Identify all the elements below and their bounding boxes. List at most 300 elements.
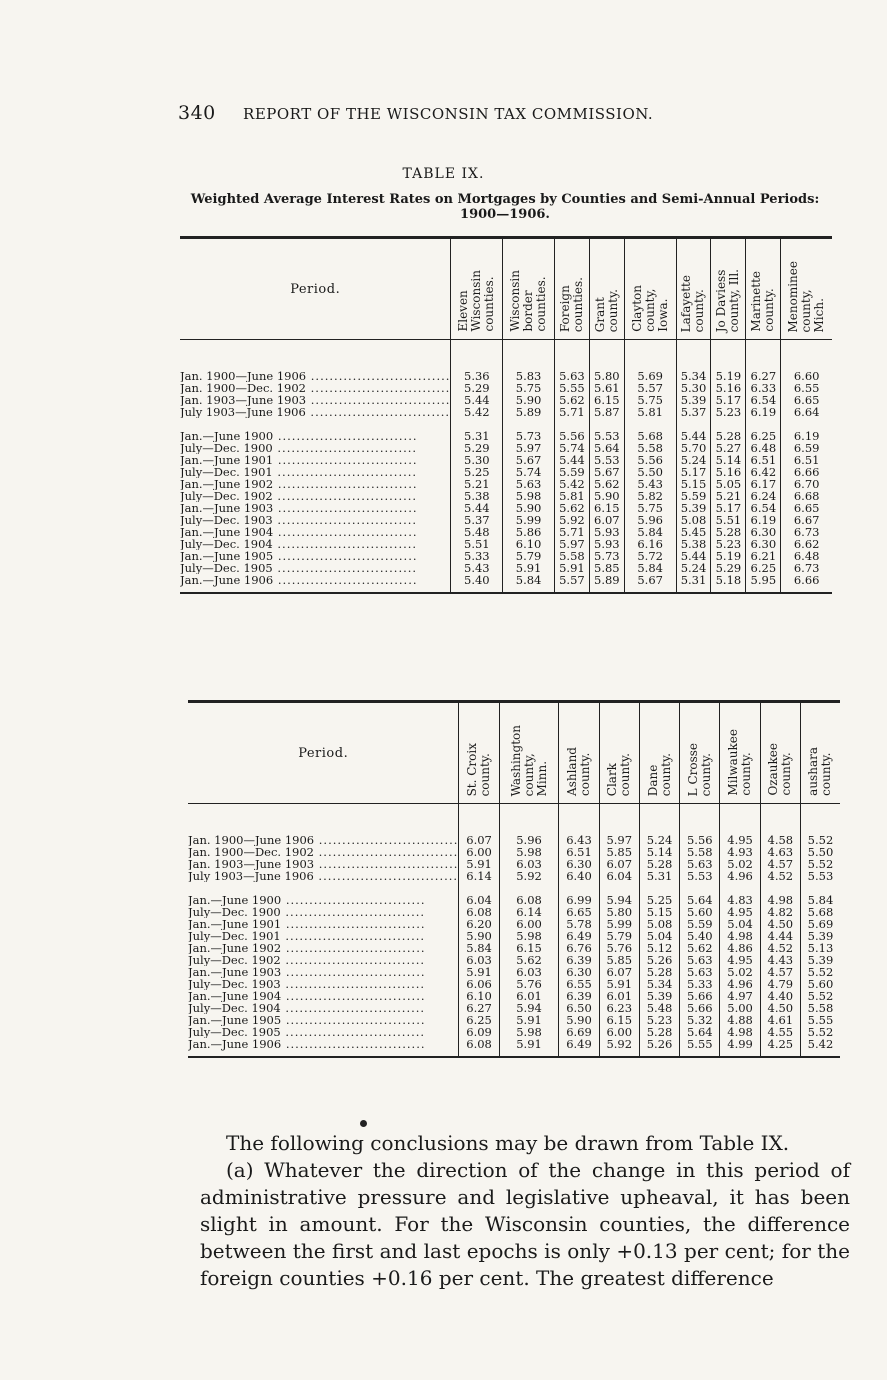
period-cell (180, 526, 451, 538)
rate-cell: 5.68 (624, 430, 676, 442)
rate-cell: 5.34 (676, 370, 711, 382)
rate-cell: 5.51 (711, 514, 746, 526)
rate-cell: 5.15 (676, 478, 711, 490)
rate-cell: 5.21 (451, 478, 503, 490)
leader-dots: .............................. (273, 430, 418, 442)
rate-cell: 5.28 (639, 858, 679, 870)
leader-dots: .............................. (273, 502, 418, 514)
period-label: July—Dec. 1902 (180, 490, 273, 502)
period-label: Jan. 1900—Dec. 1902 (188, 846, 314, 858)
rate-cell: 5.91 (503, 562, 555, 574)
rate-cell: 5.81 (554, 490, 589, 502)
rate-cell: 6.73 (781, 562, 832, 574)
rate-cell: 6.15 (499, 942, 559, 954)
leader-dots: .............................. (281, 942, 426, 954)
period-label: Jan.—June 1902 (188, 942, 282, 954)
rate-cell: 5.93 (589, 526, 624, 538)
rate-cell: 5.40 (451, 574, 503, 593)
rate-cell: 6.65 (781, 502, 832, 514)
table-row (188, 870, 840, 882)
rate-cell: 6.19 (781, 430, 832, 442)
rate-cell: 5.57 (624, 382, 676, 394)
period-cell (188, 894, 459, 906)
rate-cell: 5.45 (676, 526, 711, 538)
leader-dots: .............................. (281, 1038, 426, 1051)
rate-cell: 6.62 (781, 538, 832, 550)
rate-cell: 5.04 (639, 930, 679, 942)
paragraph: The following conclusions may be drawn from Table IX. (226, 1131, 790, 1155)
rate-cell: 5.64 (589, 442, 624, 454)
rate-cell: 6.10 (503, 538, 555, 550)
rate-cell: 5.98 (499, 1026, 559, 1038)
rate-cell: 5.17 (711, 502, 746, 514)
rate-cell: 5.85 (589, 562, 624, 574)
period-cell (188, 990, 459, 1002)
rate-cell: 6.66 (781, 574, 832, 593)
rate-cell: 6.60 (781, 370, 832, 382)
rate-cell: 5.83 (503, 370, 555, 382)
leader-dots: .............................. (281, 990, 426, 1002)
rate-cell: 5.24 (676, 454, 711, 466)
rate-cell: 5.98 (503, 490, 555, 502)
period-cell (188, 954, 459, 966)
period-cell (188, 870, 459, 882)
rate-cell: 5.79 (503, 550, 555, 562)
rate-cell: 5.04 (720, 918, 760, 930)
rate-cell: 5.75 (503, 382, 555, 394)
rate-cell: 5.31 (676, 574, 711, 593)
rate-cell: 6.03 (499, 966, 559, 978)
rate-cell: 5.44 (676, 550, 711, 562)
leader-dots: .............................. (272, 562, 418, 574)
rate-cell: 6.14 (499, 906, 559, 918)
rate-cell: 5.55 (800, 1014, 840, 1026)
rate-cell: 5.86 (503, 526, 555, 538)
column-header (800, 702, 840, 804)
rate-cell: 5.97 (599, 834, 639, 846)
rate-cell: 5.37 (676, 406, 711, 418)
rate-cell: 4.83 (720, 894, 760, 906)
rate-cell: 6.03 (499, 858, 559, 870)
rate-cell: 5.85 (599, 954, 639, 966)
rate-cell: 5.85 (599, 846, 639, 858)
rate-cell: 5.92 (554, 514, 589, 526)
column-header (559, 702, 599, 804)
rate-cell: 6.07 (599, 858, 639, 870)
rate-cell: 5.16 (711, 382, 746, 394)
rate-cell: 5.73 (503, 430, 555, 442)
column-header-label: Grant county. (592, 288, 620, 332)
period-cell (188, 930, 459, 942)
column-header (499, 702, 559, 804)
period-cell (188, 942, 459, 954)
period-cell (180, 514, 451, 526)
rate-cell: 6.08 (499, 894, 559, 906)
column-header (781, 238, 832, 340)
rate-cell: 4.25 (760, 1038, 800, 1057)
rate-cell: 4.97 (720, 990, 760, 1002)
rate-cell: 5.67 (589, 466, 624, 478)
rate-cell: 5.24 (639, 834, 679, 846)
rate-cell: 5.99 (599, 918, 639, 930)
rate-cell: 5.39 (800, 930, 840, 942)
rate-cell: 5.18 (711, 574, 746, 593)
rate-cell: 5.91 (499, 1014, 559, 1026)
rate-cell: 6.54 (746, 502, 781, 514)
period-header: Period. (290, 281, 341, 297)
leader-dots: .............................. (313, 870, 459, 882)
rate-cell: 4.96 (720, 978, 760, 990)
rate-cell: 5.16 (711, 466, 746, 478)
rate-cell: 5.91 (554, 562, 589, 574)
rate-cell: 5.50 (800, 846, 840, 858)
column-header-label: Clark county. (605, 752, 633, 796)
period-label: July—Dec. 1904 (188, 1002, 281, 1014)
rate-cell: 5.99 (503, 514, 555, 526)
rate-cell: 5.56 (624, 454, 676, 466)
rate-cell: 5.52 (800, 858, 840, 870)
rate-cell: 6.01 (599, 990, 639, 1002)
rate-cell: 5.43 (624, 478, 676, 490)
rate-cell: 5.23 (711, 406, 746, 418)
rate-cell: 6.55 (781, 382, 832, 394)
rate-cell: 6.49 (559, 930, 599, 942)
rate-cell: 6.69 (559, 1026, 599, 1038)
rate-cell: 5.96 (499, 834, 559, 846)
rate-cell: 5.84 (800, 894, 840, 906)
rate-cell: 4.63 (760, 846, 800, 858)
period-cell (188, 1002, 459, 1014)
rate-cell: 5.02 (720, 858, 760, 870)
leader-dots: .............................. (281, 966, 426, 978)
period-cell (188, 1038, 459, 1057)
rate-cell: 4.52 (760, 942, 800, 954)
rate-cell: 5.94 (599, 894, 639, 906)
rate-cell: 5.08 (676, 514, 711, 526)
rate-cell: 4.95 (720, 906, 760, 918)
rate-cell: 5.42 (451, 406, 503, 418)
rate-cell: 5.73 (589, 550, 624, 562)
column-header-label: Ashland county. (564, 747, 592, 796)
running-title: REPORT OF THE WISCONSIN TAX COMMISSION. (243, 105, 654, 123)
column-header-label: Ozaukee county. (766, 743, 794, 796)
rate-cell: 4.79 (760, 978, 800, 990)
rate-cell: 6.30 (746, 526, 781, 538)
column-header-label: Eleven Wisconsin counties. (456, 270, 497, 332)
column-header-label: Marinette county. (749, 271, 777, 332)
leader-dots: .............................. (281, 918, 426, 930)
rate-cell: 6.07 (589, 514, 624, 526)
rate-cell: 5.96 (624, 514, 676, 526)
rate-cell: 6.48 (781, 550, 832, 562)
column-header (711, 238, 746, 340)
rate-cell: 6.70 (781, 478, 832, 490)
rate-cell: 6.00 (599, 1026, 639, 1038)
rate-cell: 5.60 (680, 906, 720, 918)
period-cell (188, 966, 459, 978)
rate-cell: 5.48 (639, 1002, 679, 1014)
period-label: July 1903—June 1906 (188, 870, 314, 882)
leader-dots: .............................. (280, 930, 426, 942)
period-cell (180, 394, 451, 406)
rate-cell: 6.39 (559, 990, 599, 1002)
period-label: Jan.—June 1906 (188, 1038, 282, 1051)
rate-cell: 6.55 (559, 978, 599, 990)
printer-mark (360, 1120, 367, 1127)
rate-cell: 6.66 (781, 466, 832, 478)
rate-cell: 5.53 (589, 454, 624, 466)
leader-dots: .............................. (272, 514, 418, 526)
rate-cell: 6.64 (781, 406, 832, 418)
rate-cell: 6.49 (559, 1038, 599, 1057)
rate-cell: 5.56 (680, 834, 720, 846)
rate-cell: 6.04 (459, 894, 499, 906)
period-cell (180, 430, 451, 442)
rate-cell: 5.59 (554, 466, 589, 478)
rate-cell: 6.07 (599, 966, 639, 978)
rate-cell: 5.24 (676, 562, 711, 574)
rate-cell: 5.89 (589, 574, 624, 593)
leader-dots: .............................. (314, 846, 459, 858)
column-header (599, 702, 639, 804)
rate-cell: 5.28 (711, 526, 746, 538)
rate-cell: 6.15 (589, 394, 624, 406)
column-header (554, 238, 589, 340)
rate-cell: 5.87 (589, 406, 624, 418)
rate-cell: 5.44 (554, 454, 589, 466)
leader-dots: .............................. (314, 858, 459, 870)
rate-cell: 5.62 (589, 478, 624, 490)
rate-cell: 5.55 (680, 1038, 720, 1057)
rate-cell: 5.79 (599, 930, 639, 942)
rate-cell: 5.25 (639, 894, 679, 906)
period-label: Jan.—June 1903 (180, 502, 274, 514)
rate-cell: 5.21 (711, 490, 746, 502)
rate-cell: 5.44 (451, 394, 503, 406)
rate-cell: 6.10 (459, 990, 499, 1002)
rate-cell: 5.17 (676, 466, 711, 478)
rate-cell: 5.39 (676, 394, 711, 406)
column-header-label: aushara county. (806, 747, 834, 796)
rate-cell: 5.19 (711, 550, 746, 562)
rate-cell: 5.60 (800, 978, 840, 990)
period-label: July—Dec. 1905 (180, 562, 273, 574)
period-cell (188, 858, 459, 870)
rate-cell: 5.68 (800, 906, 840, 918)
rate-cell: 6.15 (599, 1014, 639, 1026)
rate-cell: 6.20 (459, 918, 499, 930)
rate-cell: 5.61 (589, 382, 624, 394)
rate-cell: 5.76 (599, 942, 639, 954)
period-cell (180, 478, 451, 490)
table-title: TABLE IX. (402, 166, 485, 182)
rate-cell: 5.90 (589, 490, 624, 502)
rate-cell: 5.50 (624, 466, 676, 478)
page-number: 340 (178, 102, 216, 124)
column-header (680, 702, 720, 804)
period-label: Jan.—June 1905 (188, 1014, 282, 1026)
period-cell (188, 906, 459, 918)
rate-cell: 5.33 (680, 978, 720, 990)
rate-cell: 4.61 (760, 1014, 800, 1026)
rate-cell: 4.98 (720, 930, 760, 942)
rate-cell: 5.42 (800, 1038, 840, 1057)
rate-cell: 6.25 (459, 1014, 499, 1026)
leader-dots: .............................. (272, 442, 418, 454)
column-header (676, 238, 711, 340)
rate-cell: 5.53 (680, 870, 720, 882)
rate-cell: 5.94 (499, 1002, 559, 1014)
rate-cell: 4.99 (720, 1038, 760, 1057)
rate-cell: 5.14 (639, 846, 679, 858)
column-header-label: Milwaukee county. (726, 729, 754, 796)
rate-cell: 5.57 (554, 574, 589, 593)
rate-cell: 4.86 (720, 942, 760, 954)
rate-cell: 5.93 (589, 538, 624, 550)
rate-cell: 5.05 (711, 478, 746, 490)
rate-cell: 5.80 (599, 906, 639, 918)
rate-cell: 6.16 (624, 538, 676, 550)
period-label: Jan. 1903—June 1903 (188, 858, 315, 870)
rate-cell: 4.50 (760, 918, 800, 930)
rate-cell: 5.82 (624, 490, 676, 502)
column-header-label: Foreign counties. (557, 276, 585, 332)
rate-cell: 4.50 (760, 1002, 800, 1014)
paragraph: (a) Whatever the direction of the change in this period of administrative pressure and legislative upheaval, it has been slight in amount. For the Wisconsin counties, the difference between the first and last epochs is only +0.13 per cent; for the foreign counties +0.16 per cent. The greatest difference (200, 1158, 850, 1290)
rate-cell: 5.90 (459, 930, 499, 942)
rate-cell: 6.30 (559, 966, 599, 978)
rate-cell: 4.98 (760, 894, 800, 906)
period-label: Jan. 1903—June 1903 (180, 394, 307, 406)
rate-cell: 5.76 (499, 978, 559, 990)
rate-cell: 6.54 (746, 394, 781, 406)
rate-cell: 6.08 (459, 1038, 499, 1057)
leader-dots: .............................. (272, 466, 418, 478)
period-cell (188, 834, 459, 846)
period-cell (180, 454, 451, 466)
rate-cell: 5.13 (800, 942, 840, 954)
leader-dots: .............................. (314, 834, 459, 846)
rate-cell: 5.30 (676, 382, 711, 394)
rate-cell: 6.73 (781, 526, 832, 538)
rate-cell: 5.84 (624, 526, 676, 538)
rate-cell: 5.63 (680, 954, 720, 966)
rate-cell: 5.37 (451, 514, 503, 526)
body-text (200, 1130, 850, 1292)
rate-cell: 6.14 (459, 870, 499, 882)
rate-cell: 5.27 (711, 442, 746, 454)
rate-cell: 5.81 (624, 406, 676, 418)
rate-cell: 5.52 (800, 990, 840, 1002)
rate-cell: 5.63 (680, 966, 720, 978)
leader-dots: .............................. (306, 382, 451, 394)
rate-cell: 5.70 (676, 442, 711, 454)
period-cell (180, 502, 451, 514)
rate-cell: 5.63 (503, 478, 555, 490)
period-label: July—Dec. 1904 (180, 538, 273, 550)
rate-cell: 5.91 (459, 858, 499, 870)
column-header (639, 702, 679, 804)
leader-dots: .............................. (280, 954, 426, 966)
table-row (180, 574, 832, 593)
rate-cell: 5.33 (451, 550, 503, 562)
rate-cell: 5.52 (800, 966, 840, 978)
rate-cell: 5.66 (680, 1002, 720, 1014)
rate-cell: 5.95 (746, 574, 781, 593)
rate-cell: 5.91 (459, 966, 499, 978)
rate-cell: 5.71 (554, 406, 589, 418)
rate-cell: 5.34 (639, 978, 679, 990)
rate-cell: 6.99 (559, 894, 599, 906)
leader-dots: .............................. (306, 370, 451, 382)
period-header: Period. (298, 745, 349, 761)
rate-cell: 5.26 (639, 954, 679, 966)
rate-cell: 4.58 (760, 834, 800, 846)
rate-cell: 5.56 (554, 430, 589, 442)
period-cell (180, 538, 451, 550)
rate-cell: 5.38 (676, 538, 711, 550)
rate-cell: 5.58 (624, 442, 676, 454)
rate-cell: 6.17 (746, 478, 781, 490)
period-cell (180, 370, 451, 382)
rate-cell: 5.30 (451, 454, 503, 466)
rate-cell: 5.39 (800, 954, 840, 966)
column-header-label: Washington county, Minn. (508, 724, 549, 796)
rate-cell: 5.62 (499, 954, 559, 966)
column-header-label: Clayton county, Iowa. (629, 285, 670, 332)
rate-cell: 5.90 (503, 394, 555, 406)
interest-rate-table-2 (188, 700, 840, 1058)
period-cell (180, 382, 451, 394)
rate-cell: 5.74 (554, 442, 589, 454)
rate-cell: 4.82 (760, 906, 800, 918)
rate-cell: 5.64 (680, 894, 720, 906)
period-label: Jan.—June 1904 (188, 990, 282, 1002)
column-header-label: Dane county. (645, 752, 673, 796)
column-header (624, 238, 676, 340)
leader-dots: .............................. (273, 454, 418, 466)
rate-cell: 4.57 (760, 858, 800, 870)
rate-cell: 6.65 (559, 906, 599, 918)
period-label: Jan.—June 1906 (180, 574, 274, 587)
rate-cell: 4.93 (720, 846, 760, 858)
period-cell (188, 918, 459, 930)
column-header (589, 238, 624, 340)
rate-cell: 6.33 (746, 382, 781, 394)
rate-cell: 5.67 (624, 574, 676, 593)
rate-cell: 6.27 (746, 370, 781, 382)
rate-cell: 5.39 (676, 502, 711, 514)
rate-cell: 6.42 (746, 466, 781, 478)
rate-cell: 6.00 (459, 846, 499, 858)
period-cell (188, 1014, 459, 1026)
period-label: Jan. 1900—Dec. 1902 (180, 382, 306, 394)
rate-cell: 6.07 (459, 834, 499, 846)
rate-cell: 6.06 (459, 978, 499, 990)
period-label: July—Dec. 1902 (188, 954, 281, 966)
rate-cell: 6.50 (559, 1002, 599, 1014)
rate-cell: 6.01 (499, 990, 559, 1002)
period-cell (188, 1026, 459, 1038)
rate-cell: 5.26 (639, 1038, 679, 1057)
rate-cell: 4.55 (760, 1026, 800, 1038)
leader-dots: .............................. (273, 550, 418, 562)
rate-cell: 5.75 (624, 394, 676, 406)
leader-dots: .............................. (272, 538, 418, 550)
period-cell (180, 490, 451, 502)
table-caption: Weighted Average Interest Rates on Mortgages by Counties and Semi-Annual Periods: 1900—1906. (190, 192, 820, 222)
rate-cell: 6.51 (746, 454, 781, 466)
